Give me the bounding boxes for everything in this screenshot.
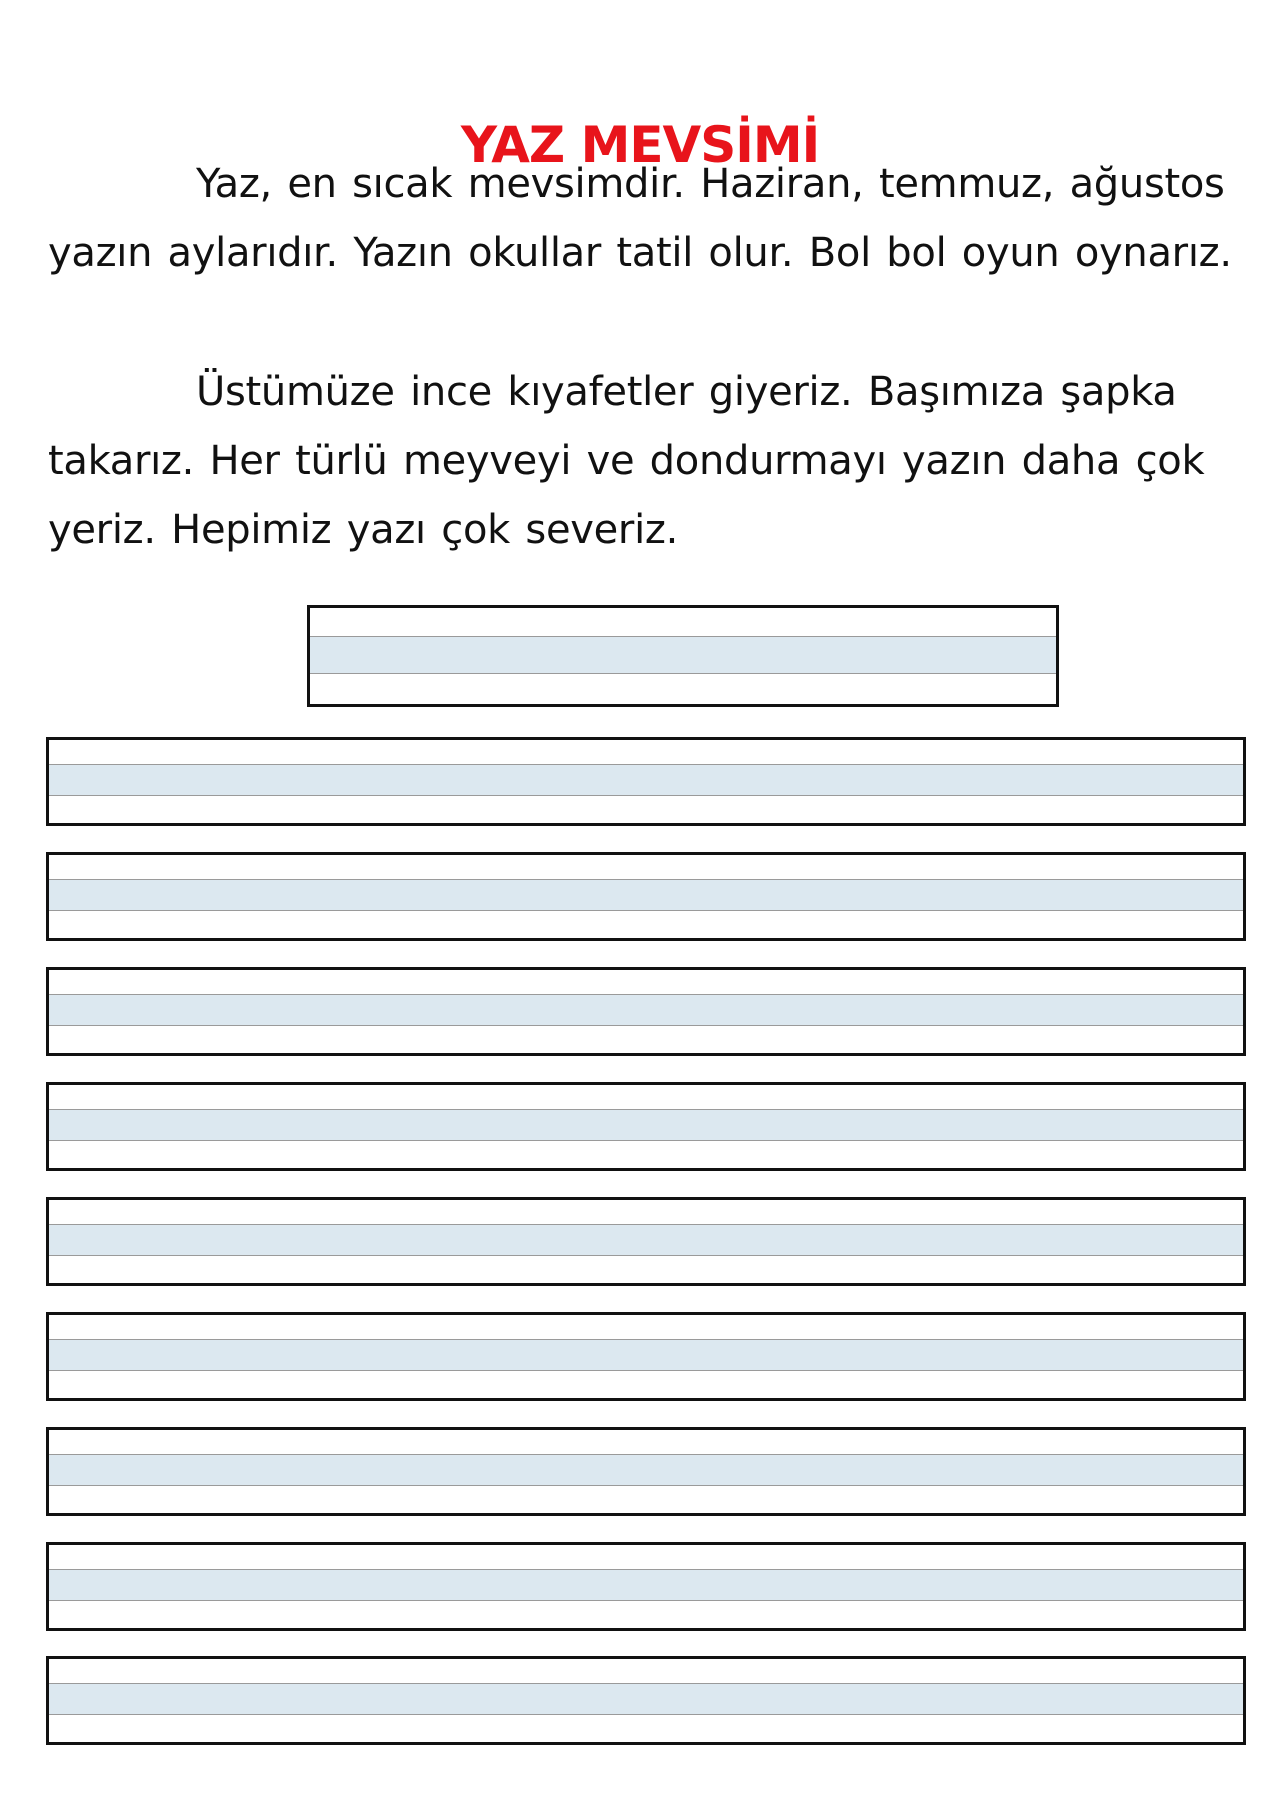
- writing-guide-band: [49, 1109, 1243, 1141]
- writing-guide-band: [49, 1224, 1243, 1256]
- writing-line[interactable]: [46, 967, 1246, 1056]
- writing-guide-band: [49, 879, 1243, 911]
- writing-guide-band: [49, 1454, 1243, 1486]
- title-writing-line[interactable]: [307, 605, 1059, 707]
- writing-guide-band: [49, 1683, 1243, 1715]
- writing-guide-band: [49, 1339, 1243, 1371]
- writing-line[interactable]: [46, 1656, 1246, 1745]
- paragraph-2: Üstümüze ince kıyafetler giyeriz. Başımıza şapka takarız. Her türlü meyveyi ve dondurmayı yazın daha çok yeriz. Hepimiz yazı çok severiz.: [48, 369, 1205, 553]
- writing-line[interactable]: [46, 1542, 1246, 1631]
- writing-line[interactable]: [46, 852, 1246, 941]
- page-title: YAZ MEVSİMİ: [460, 115, 820, 174]
- writing-line[interactable]: [46, 1312, 1246, 1401]
- writing-line[interactable]: [46, 1197, 1246, 1286]
- paragraph-1: Yaz, en sıcak mevsimdir. Haziran, temmuz, ağustos yazın aylarıdır. Yazın okullar tatil olur. Bol bol oyun oynarız.: [48, 161, 1232, 276]
- writing-guide-band: [49, 994, 1243, 1026]
- writing-line[interactable]: [46, 1082, 1246, 1171]
- writing-guide-band: [310, 636, 1056, 674]
- writing-guide-band: [49, 1569, 1243, 1601]
- writing-guide-band: [49, 764, 1243, 796]
- writing-line[interactable]: [46, 1427, 1246, 1516]
- writing-line[interactable]: [46, 737, 1246, 826]
